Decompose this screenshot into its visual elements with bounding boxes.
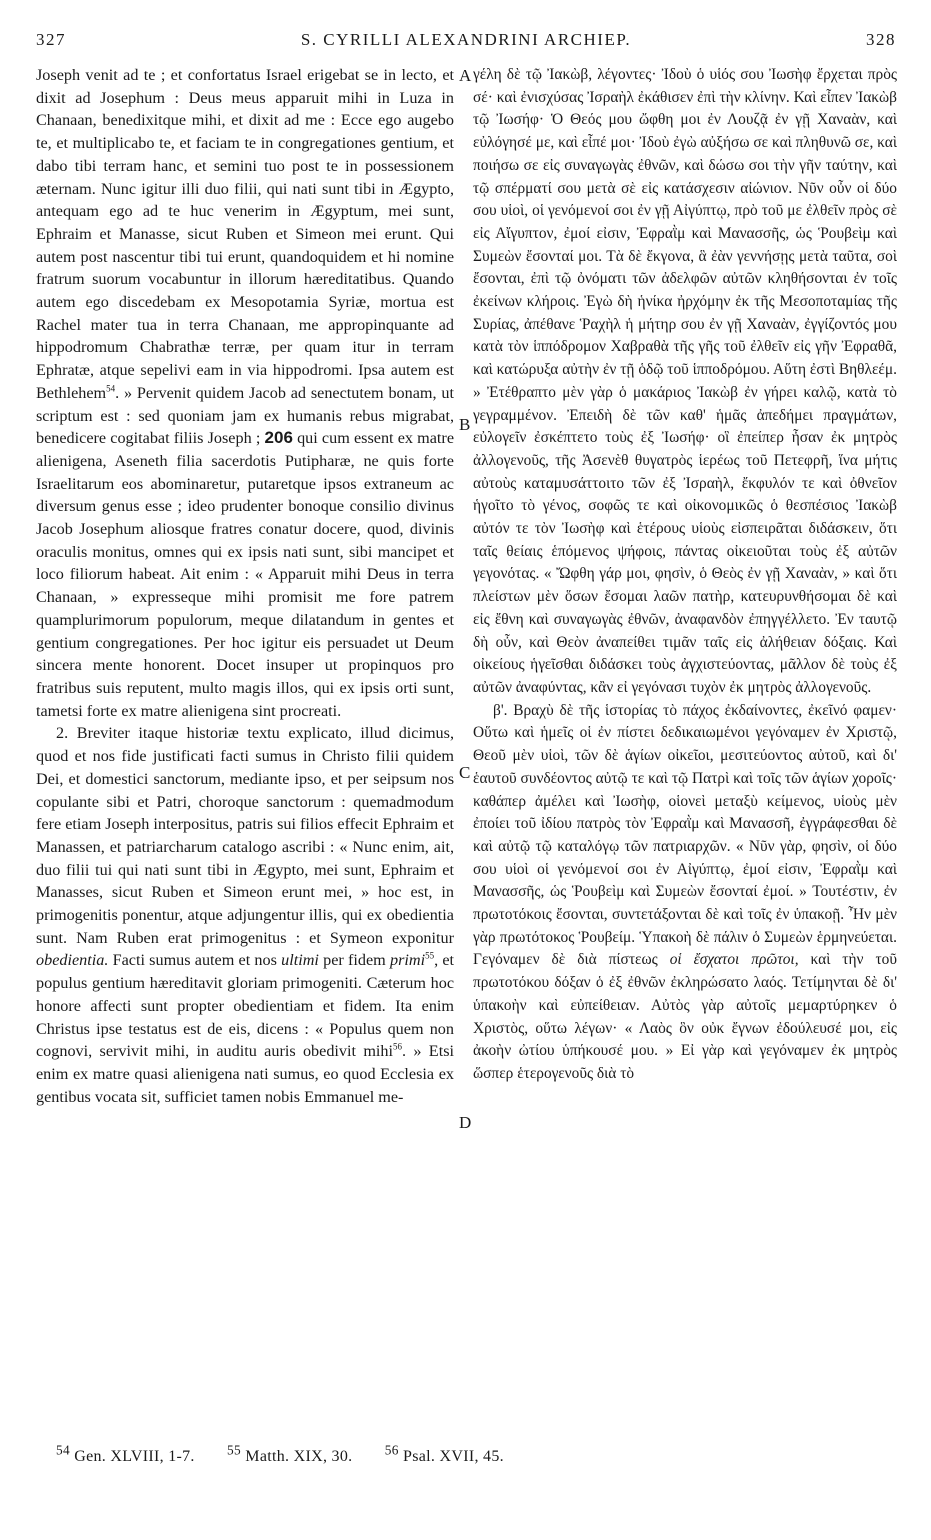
page-number-right: 328 xyxy=(866,30,896,49)
footnote-3-number: 56 xyxy=(384,1443,399,1458)
greek-paragraph-1 xyxy=(473,64,897,700)
section-marker-a: A xyxy=(459,66,472,85)
footnote-1-text: Gen. XLVIII, 1-7. xyxy=(74,1448,195,1466)
greek-p2-text-a: β'. Βραχὺ δὲ τῆς ἱστορίας τὸ πάχος ἐκδαίνοντες, ἐκεῖνό φαμεν· Οὕτω καὶ ἡμεῖς οἱ ἐν πίστει δεδικαιωμένοι γεγόναμεν ἐν Χριστῷ, Θεοῦ μὲν υἱοὶ, τῶν δὲ ἁγίων οἰκεῖοι, μεσιτεύοντος αὐτοῦ, καὶ δι' ἑαυτοῦ συνδέοντος αὐτῷ τε καὶ τῷ Πατρὶ καὶ τοῖς τῶν ἁγίων χοροῖς· καθάπερ ἀμέλει καὶ Ἰωσὴφ, οἱονεὶ μεταξὺ κείμενος, υἱοὺς μὲν ἐποίει τοῦ ἰδίου πατρὸς τὸν Ἐφραῒμ καὶ Μανασσῆ, ἐγγράφεσθαι δὲ καὶ αὐτῷ τῷ καταλόγῳ τῶν πατριαρχῶν. « Νῦν γὰρ, φησὶν, οἱ δύο σου υἱοὶ οἱ γενόμενοί σοι ἐν Αἰγύπτῳ, ἐμοί εἰσιν, Ἐφραῒμ καὶ Μανασσῆς, ὡς Ῥουβεὶμ καὶ Συμεὼν ἔσονταί ἐμοί. » Τουτέστιν, ἐν πρωτοτόκοις ἔσονται, συντετάξονται δὲ καὶ τοῖς ἐν ὑπακοῇ. Ἦν μὲν γὰρ πρωτότοκος Ῥουβείμ. Ὑπακοὴ δὲ πάλιν ὁ Συμεὼν ἑρμηνεύεται. Γεγόναμεν δὲ διὰ πίστεως xyxy=(473,701,897,969)
running-title: S. CYRILLI ALEXANDRINI ARCHIEP. xyxy=(300,30,632,49)
footnote-ref-55: 55 xyxy=(425,951,435,962)
latin-p2-text-e: . » Etsi enim ex matre quasi alienigena nati sumus, eo quod Ecclesia ex gentibus vocata sit, sufficiet tamen nobis Emmanuel me- xyxy=(36,1042,454,1106)
greek-p2-text-b: καὶ τὴν τοῦ πρωτοτόκου δόξαν ὁ ἐξ ἐθνῶν ἐκληρώσατο λαός. Τετίμηνται δὲ δι' ὑπακοὴν καὶ εὐπείθειαν. Αὐτὸς γὰρ αὐτοῖς μεμαρτύρηκεν ὁ Χριστὸς, οὕτω λέγων· « Λαὸς ὃν οὐκ ἔγνων ἐδούλευσέ μοι, εἰς ἀκοὴν ὠτίου ὑπήκουσέ μου. » Εἰ γὰρ καὶ γεγόναμεν ἐκ μητρὸς ὥσπερ ἑτερογενοῦς διὰ τὸ xyxy=(473,951,897,1082)
greek-column xyxy=(473,64,897,1430)
latin-paragraph-2 xyxy=(36,722,454,1108)
latin-p2-text-d: , et populus gentium hæreditavit gloriam primogeniti. Cæterum hoc honore affecti sunt propter obedientiam et fidem. Ita enim Christus ipse testatus est de eis, dicens : « Populus quem non cognovi, servivit mihi, in auditu auris obedivit mihi xyxy=(36,951,454,1061)
section-marker-b: B xyxy=(459,415,471,434)
footnote-ref-56: 56 xyxy=(393,1041,403,1052)
latin-column xyxy=(36,64,454,1430)
footnotes xyxy=(56,1443,856,1466)
edition-page-number: 206 xyxy=(264,428,293,448)
footnote-2 xyxy=(227,1443,366,1466)
footnote-1-number: 54 xyxy=(56,1443,70,1458)
latin-p1-text-a: Joseph venit ad te ; et confortatus Israel erigebat se in lecto, et dixit ad Josephum : Deus meus apparuit mihi in Luza in Chanaan, benedixitque mihi, et dixit ad me : Ecce ego augebo te, et multiplicabo te, et faciam te in congregationes gentium, et dabo tibi terram hanc, et semini tuo post te in possessionem æternam. Nunc igitur illi duo filii, qui nati sunt tibi in Ægypto, antequam ego ad te huc venerim in Ægyptum, mei sunt, Ephraim et Manasse, sicut Ruben et Simeon mei erunt. Qui autem post nascentur tibi tui erunt, quandoquidem et hi nomine fratrum suorum vocabuntur in illorum hæreditatibus. Quando autem ego discedebam ex Mesopotamia Syriæ, mortua est Rachel mater tua in terra Chanaan, me appropinquante ad hippodromum Chabrathæ terræ, per quam itur in terram Ephratæ, atque sepelivi eam in via hippodromi. Ipsa autem est Bethlehem xyxy=(36,66,454,402)
running-header xyxy=(36,30,896,52)
footnote-2-number: 55 xyxy=(227,1443,241,1458)
footnote-3 xyxy=(384,1443,518,1466)
latin-p2-italic-3: primi xyxy=(390,951,426,970)
page-number-left: 327 xyxy=(36,30,66,49)
latin-p2-italic-2: ultimi xyxy=(281,951,319,970)
greek-p2-italic: οἱ ἔσχατοι πρῶτοι, xyxy=(669,951,799,969)
latin-p2-text-c: per fidem xyxy=(323,951,386,970)
latin-p2-italic-1: obedientia. xyxy=(36,951,109,970)
latin-paragraph-1 xyxy=(36,64,454,722)
latin-p2-text-a: 2. Breviter itaque historiæ textu explicato, illud dicimus, quod et nos fide justificati facti sumus in Christo filii quidem Dei, et domestici sanctorum, mediante ipso, et per seipsum nos copulante sibi et Patri, choroque sanctorum : quemadmodum fere etiam Joseph interpositus, patris sui filios effecit Ephraim et Manassen, et patriarcharum catalogo ascribi : « Nunc enim, ait, duo filii tui qui nati sunt tibi in Ægypto, mei sunt, Ephraim et Manasses, sicut Ruben et Simeon erunt mei, » hoc est, in primogenitis ponentur, atque adjungentur illis, qui ex obedientia sunt. Nam Ruben erat primogenitus : et Symeon exponitur xyxy=(36,724,454,947)
footnote-1 xyxy=(56,1443,209,1466)
footnote-2-text: Matth. XIX, 30. xyxy=(245,1448,353,1466)
greek-p1-text: γέλη δὲ τῷ Ἰακὼβ, λέγοντες· Ἰδοὺ ὁ υἱός σου Ἰωσὴφ ἔρχεται πρὸς σέ· καὶ ἐνισχύσας Ἰσραὴλ ἐκάθισεν ἐπὶ τὴν κλίνην. Καὶ εἶπεν Ἰακὼβ τῷ Ἰωσήφ· Ὁ Θεός μου ὤφθη μοι ἐν Λουζᾷ ἐν γῇ Χαναὰν, καὶ εὐλόγησέ με, καὶ εἶπέ μοι· Ἰδοὺ ἐγὼ αὐξήσω σε καὶ πληθυνῶ σε, καὶ ποιήσω σε εἰς συναγωγὰς ἐθνῶν, καὶ δώσω σοι τὴν γῆν ταύτην, καὶ τῷ σπέρματί σου μετὰ σὲ εἰς κατάσχεσιν αἰώνιον. Νῦν οὖν οἱ δύο σου υἱοὶ, οἱ γενόμενοί σοι ἐν γῇ Αἰγύπτῳ, πρὸ τοῦ με ἐλθεῖν πρὸς σὲ εἰς Αἴγυπτον, ἐμοί εἰσιν, Ἐφραῒμ καὶ Μανασσῆς, ὡς Ῥουβεὶμ καὶ Συμεὼν ἔσονταί μοι. Τὰ δὲ ἔκγονα, ἃ ἐὰν γεννήσῃς μετὰ ταῦτα, σοὶ ἔσονται, ἐπὶ τῷ ὀνόματι τῶν ἀδελφῶν αὐτῶν κληθήσονται ἐν τοῖς ἐκείνων κλήροις. Ἐγὼ δὴ ἡνίκα ἠρχόμην ἐκ τῆς Μεσοποταμίας τῆς Συρίας, ἀπέθανε Ῥαχὴλ ἡ μήτηρ σου ἐν γῇ Χαναὰν, ἐγγίζοντός μου κατὰ τὸν ἱππόδρομον Χαβραθὰ τῆς γῆς τοῦ ἐλθεῖν εἰς γῆν Ἐφραθᾶ, καὶ κατώρυξα αὐτὴν ἐν τῇ ὁδῷ τοῦ ἱπποδρόμου. Αὕτη ἐστὶ Βηθλεέμ. » Ἐτέθραπτο μὲν γὰρ ὁ μακάριος Ἰακὼβ ἐν γήρει καλῷ, κατὰ τὸ γεγραμμένον. Ἐπειδὴ δὲ τῶν καθ' ἡμᾶς ἀπεδήμει πραγμάτων, εὐλογεῖν ἐσκέπτετο τοὺς ἐξ Ἰωσήφ· οἳ ἐπείπερ ἦσαν ἐκ μητρὸς ἀλλογενοῦς, τῆς Ἀσενὲθ θυγατρὸς ἱερέως τοῦ Πετεφρῆ, ἵνα μήτις αὐτοὺς καταμυσάττοιτο τῶν ἐξ Ἰσραὴλ, ἔκφυλόν τε καὶ ὀθνεῖον ἡγοῖτο τὸ γένος, σοφῶς τε καὶ οἰκονομικῶς ὁ θεσπέσιος Ἰακὼβ αὐτόν τε τὸν Ἰωσὴφ καὶ ἑτέρους υἱοὺς εἰσπειρᾶται διδάσκειν, ὅτι ταῖς θείαις ἑπόμενος ψήφοις, πάντας οἰκειοῦται τοὺς ἐξ αὐτῶν γεγονότας. « Ὤφθη γάρ μοι, φησὶν, ὁ Θεὸς ἐν γῇ Χαναὰν, » καὶ ὅτι πλείστων μὲν ὅσων ἔσομαι λαῶν πατὴρ, κατευρυνθήσομαι δὲ καὶ εἰς ἔθνη καὶ συναγωγὰς ἐθνῶν, ἀναφανδὸν ἐπηγγέλλετο. Ἐν ταυτῷ δὴ οὖν, καὶ Θεὸν ἀναπείθει τιμᾶν ταῖς εἰς ἀλήθειαν δόξαις. Καὶ οἰκείους ἡγεῖσθαι διδάσκει τοὺς ἀγχιστεύοντας, μᾶλλον δὲ τοὺς ἐξ αὐτῶν ἀναφύντας, κἂν εἰ γεγόνασι τυχὸν ἐκ μητρὸς ἀλλογενοῦς. xyxy=(473,66,897,696)
section-marker-c: C xyxy=(459,763,471,782)
latin-p1-text-b: . » Pervenit quidem Jacob ad senectutem bonam, ut scriptum est : sed quoniam jam ex humanis rebus migrabat, benedicere cogitabat filiis Joseph ; xyxy=(36,383,454,448)
footnote-ref-54: 54 xyxy=(106,383,116,394)
greek-paragraph-2 xyxy=(473,700,897,1086)
latin-p1-text-c: qui cum essent ex matre alienigena, Aseneth filia sacerdotis Putipharæ, ne quis forte Israelitarum eos abominaretur, putaretque ipsos extraneum ac diversum genus esse ; ideo prudenter bonoque consilio divinus Jacob Josephum aliosque fratres conatur docere, quod, divinis oraculis monitus, omnes qui ex ipsis nati sunt, sibi mancipet et loco filiorum habeat. Ait enim : « Apparuit mihi Deus in terra Chanaan, » expresseque mihi promisit me fore patrem quamplurimorum populorum, meque dilatandum in gentes et gentium congregationes. Per hoc igitur eis persuadet ut Deum sincera mente honorent. Docet insuper ut propinquos pro fratribus suis reputent, multo magis illos, qui ex ipsis orti sunt, tametsi forte ex matre alienigena sint procreati. xyxy=(36,429,454,720)
latin-p2-text-b: Facti sumus autem et nos xyxy=(112,951,277,970)
footnote-3-text: Psal. XVII, 45. xyxy=(403,1448,504,1466)
section-marker-d: D xyxy=(459,1113,472,1132)
